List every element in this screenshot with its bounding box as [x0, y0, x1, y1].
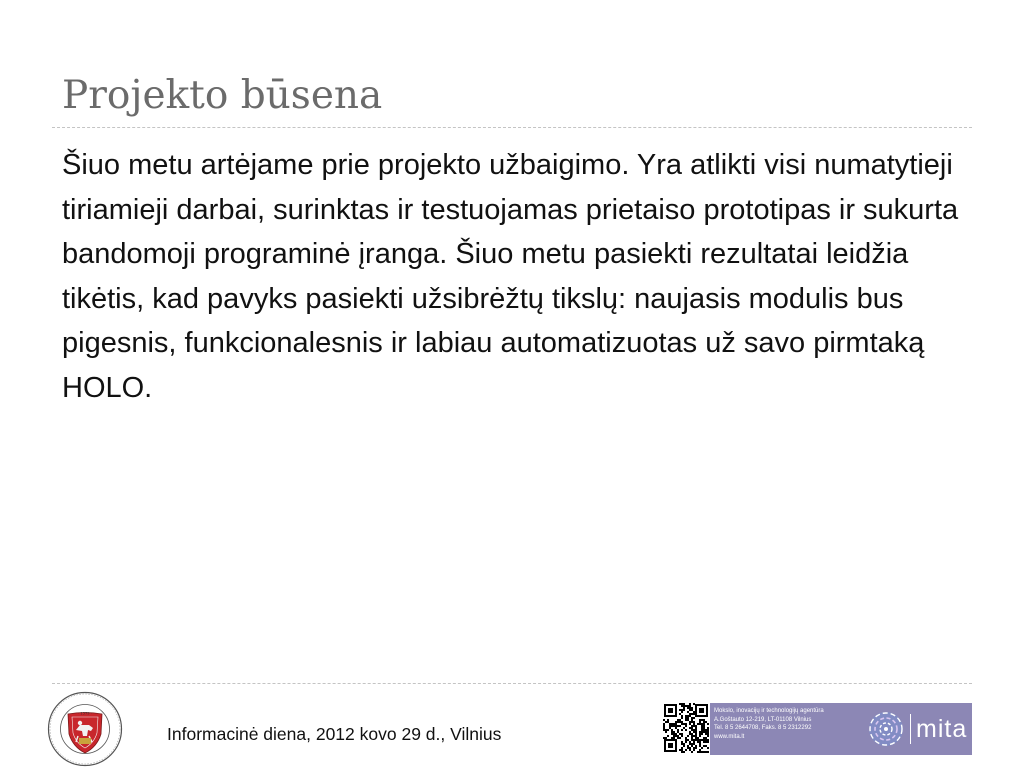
- mita-contact-line: Tel. 8 5 2644708, Faks. 8 5 2312292: [714, 725, 812, 732]
- slide-title: Projekto būsena: [62, 73, 383, 118]
- mita-logo-banner: [710, 703, 972, 755]
- footer-event-text: Informacinė diena, 2012 kovo 29 d., Vilnius: [167, 724, 502, 744]
- mita-logo-text: mita: [916, 715, 968, 743]
- svg-text:· 1579 ·: · 1579 ·: [78, 711, 92, 716]
- mita-contact-info: [714, 707, 864, 741]
- mita-separator: [910, 714, 911, 744]
- mita-emblem-icon: [866, 709, 906, 749]
- body-paragraph: Šiuo metu artėjame prie projekto užbaigimo. Yra atlikti visi numatytieji tiriamieji darbai, surinktas ir testuojamas prietaiso prototipas ir sukurta bandomoji programinė įranga. Šiuo metu pasiekti rezultatai leidžia tikėtis, kad pavyks pasiekti užsibrėžtų tikslų: naujasis modulis bus pigesnis, funkcionalesnis ir labiau automatizuotas už savo pirmtaką HOLO.: [62, 149, 959, 404]
- university-seal-icon: [45, 690, 125, 768]
- title-divider: [52, 127, 972, 128]
- mita-contact-line: www.mita.lt: [714, 733, 745, 740]
- qr-code-icon: [663, 703, 709, 753]
- mita-contact-line: Mokslo, inovacijų ir technologijų agentūra: [714, 708, 824, 714]
- footer-divider: [52, 683, 972, 684]
- mita-contact-line: A.Goštauto 12-219, LT-01108 Vilnius: [714, 716, 812, 723]
